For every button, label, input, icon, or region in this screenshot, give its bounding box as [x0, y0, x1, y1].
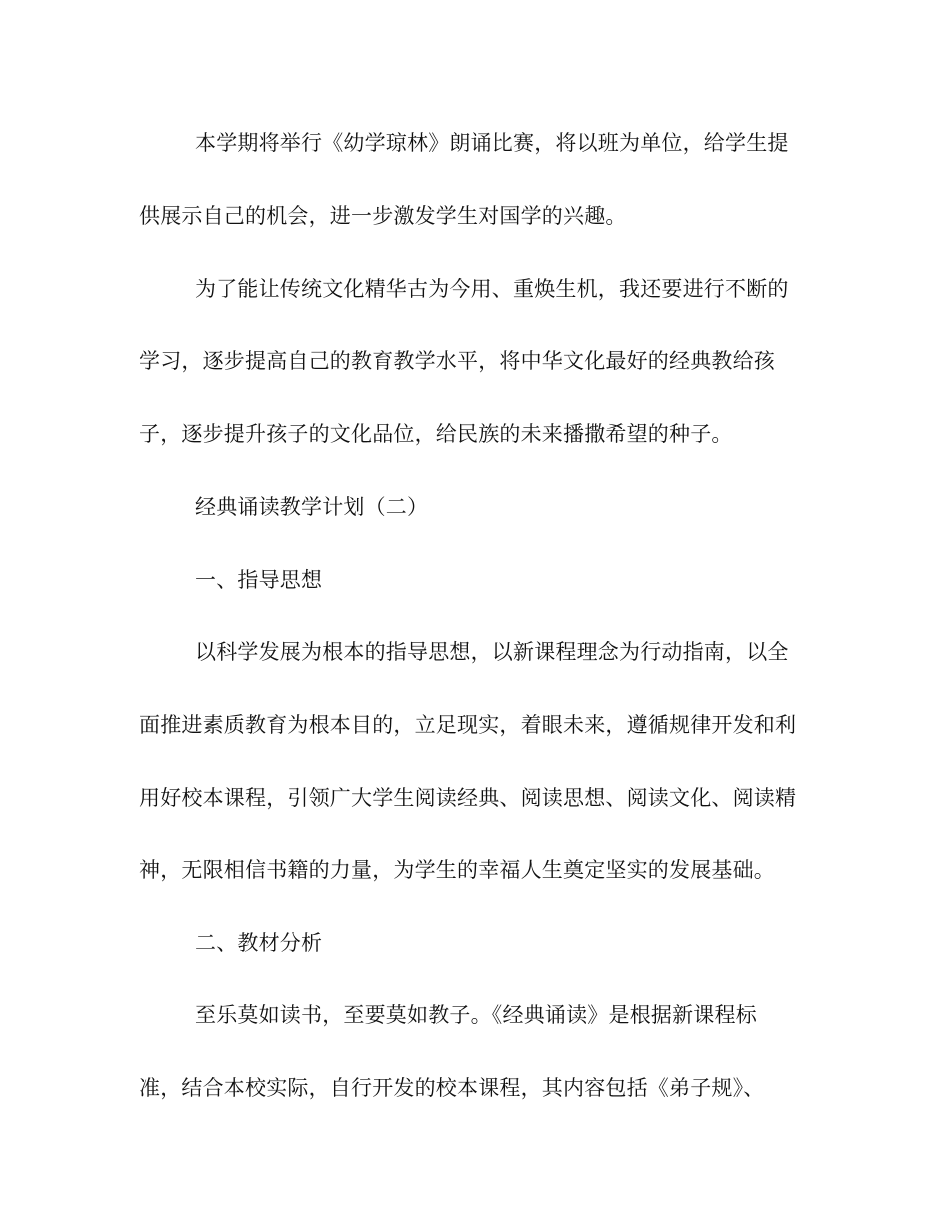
paragraph-line: 用好校本课程，引领广大学生阅读经典、阅读思想、阅读文化、阅读精	[139, 786, 797, 810]
paragraph-line: 供展示自己的机会，进一步激发学生对国学的兴趣。	[139, 204, 627, 228]
paragraph-line: 子，逐步提升孩子的文化品位，给民族的未来播撒希望的种子。	[139, 422, 733, 446]
paragraph-line: 为了能让传统文化精华古为今用、重焕生机，我还要进行不断的	[195, 277, 789, 301]
paragraph-line: 学习，逐步提高自己的教育教学水平，将中华文化最好的经典教给孩	[139, 349, 775, 373]
paragraph-line: 以科学发展为根本的指导思想，以新课程理念为行动指南，以全	[195, 640, 789, 664]
section-heading: 二、教材分析	[195, 931, 323, 955]
section-heading: 一、指导思想	[195, 568, 323, 592]
paragraph-line: 至乐莫如读书，至要莫如教子。《经典诵读》是根据新课程标	[195, 1003, 757, 1027]
paragraph-line: 面推进素质教育为根本目的，立足现实，着眼未来，遵循规律开发和利	[139, 713, 797, 737]
paragraph-line: 准，结合本校实际，自行开发的校本课程，其内容包括《弟子规》、	[139, 1076, 765, 1100]
section-title: 经典诵读教学计划（二）	[195, 495, 429, 519]
paragraph-line: 本学期将举行《幼学琼林》朗诵比赛，将以班为单位，给学生提	[195, 131, 789, 155]
paragraph-line: 神，无限相信书籍的力量，为学生的幸福人生奠定坚实的发展基础。	[139, 858, 775, 882]
